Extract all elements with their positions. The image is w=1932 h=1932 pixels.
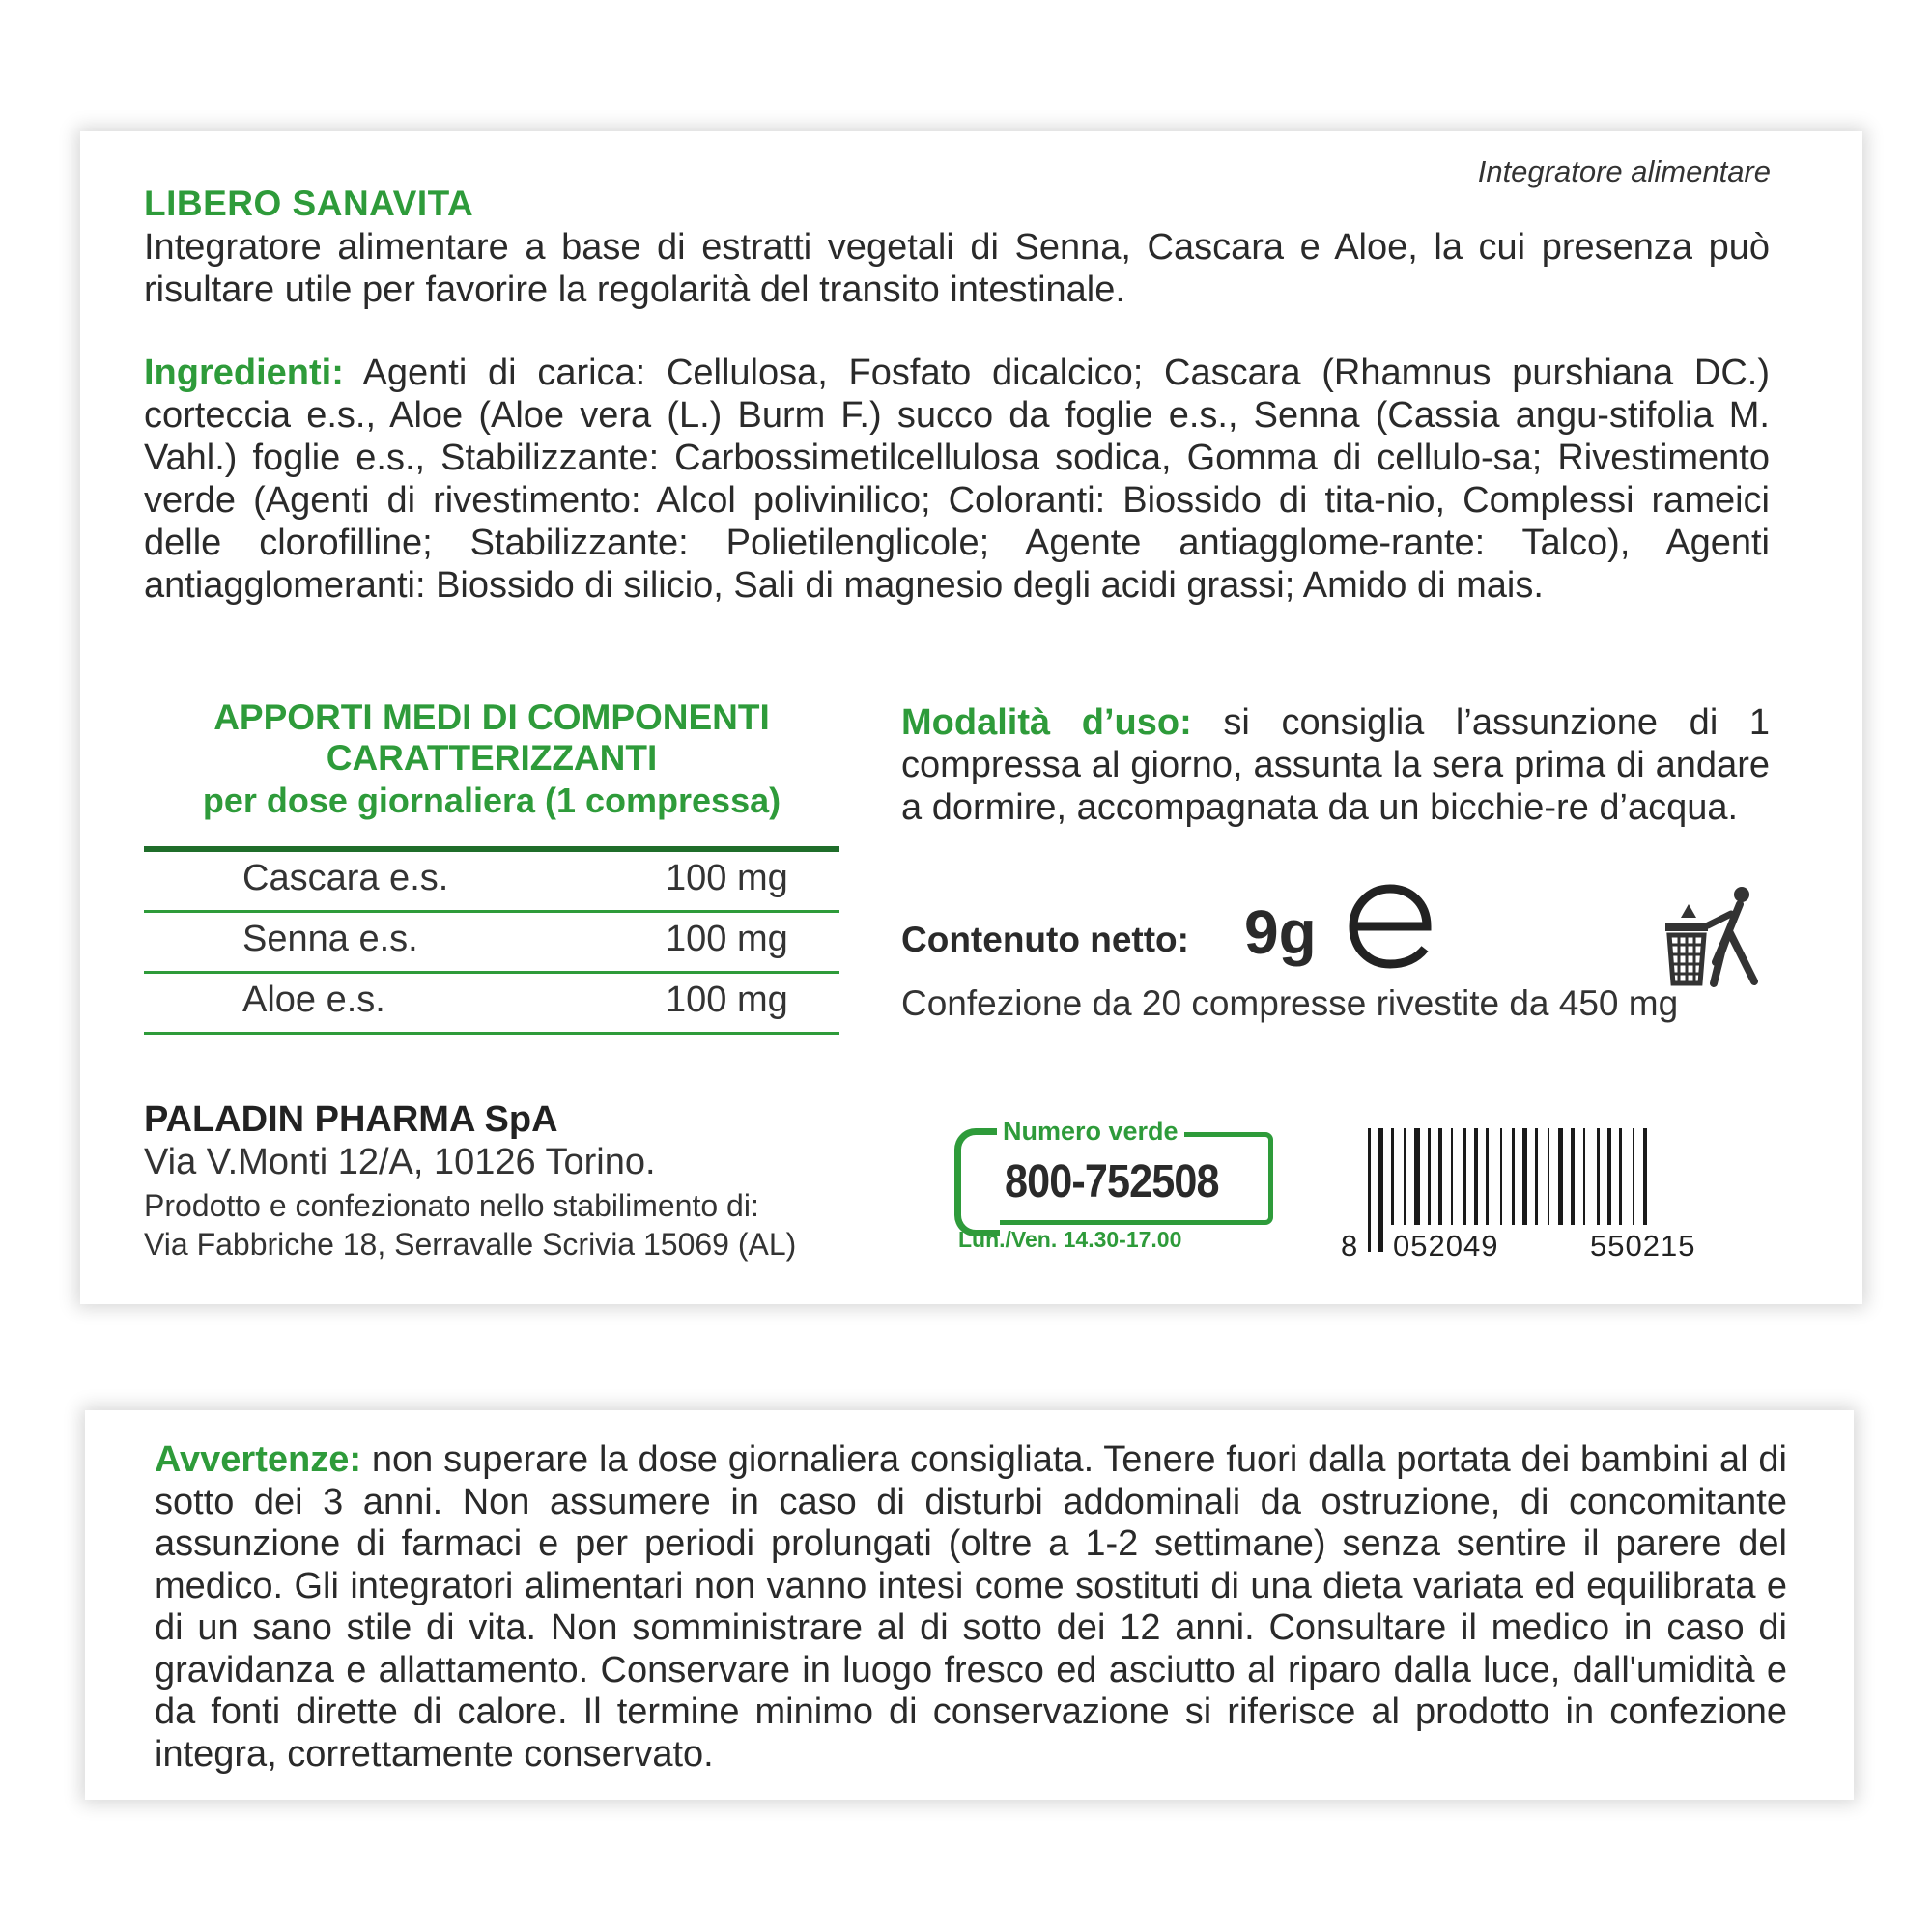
component-value: 100 mg xyxy=(666,919,788,959)
barcode-bar xyxy=(1391,1128,1394,1225)
component-value: 100 mg xyxy=(666,858,788,898)
toll-free-number: 800-752508 xyxy=(1005,1156,1219,1208)
barcode-bar xyxy=(1558,1128,1563,1225)
barcode-bar xyxy=(1522,1128,1527,1225)
production-site-address: Via Fabbriche 18, Serravalle Scrivia 15069 (AL) xyxy=(144,1227,797,1262)
barcode-bar xyxy=(1428,1128,1431,1225)
apporti-header xyxy=(144,697,839,823)
toll-free-badge xyxy=(954,1115,1273,1250)
warnings-label: Avvertenze: xyxy=(155,1439,362,1480)
apporti-title-line1: APPORTI MEDI DI COMPONENTI xyxy=(213,697,770,737)
barcode-bar xyxy=(1643,1128,1647,1225)
barcode-bar xyxy=(1486,1128,1489,1225)
toll-free-hours: Lun./Ven. 14.30-17.00 xyxy=(958,1227,1182,1252)
barcode-bar xyxy=(1571,1128,1575,1225)
recycle-bin-icon xyxy=(1660,885,1766,991)
barcode-bar xyxy=(1404,1128,1406,1225)
component-name: Senna e.s. xyxy=(242,919,418,959)
barcode-bar xyxy=(1583,1128,1585,1225)
barcode-bar xyxy=(1512,1128,1515,1225)
barcode-bar xyxy=(1378,1128,1383,1252)
modalita-label: Modalità d’uso: xyxy=(901,702,1192,743)
apporti-subtitle: per dose giornaliera (1 compressa) xyxy=(202,781,781,820)
component-name: Aloe e.s. xyxy=(242,980,385,1020)
barcode-bar xyxy=(1463,1128,1466,1225)
barcode-bar xyxy=(1414,1128,1420,1225)
apporti-title-line2: CARATTERIZZANTI xyxy=(326,738,658,778)
product-description: Integratore alimentare a base di estratti vegetali di Senna, Cascara e Aloe, la cui presenza può risultare utile per favorire la regolarità del transito intestinale. xyxy=(144,227,1770,310)
estimated-e-mark-icon xyxy=(1346,883,1435,970)
warnings-block xyxy=(155,1439,1787,1776)
product-name: LIBERO SANAVITA xyxy=(144,184,474,223)
barcode-bar xyxy=(1633,1128,1634,1225)
apporti-table xyxy=(144,846,839,1035)
toll-free-label: Numero verde xyxy=(997,1117,1184,1147)
contenuto-block xyxy=(901,883,1770,1023)
barcode-left-digits: 052049 xyxy=(1393,1229,1499,1263)
tagline: Integratore alimentare xyxy=(1477,155,1771,188)
barcode-bar xyxy=(1619,1128,1622,1225)
barcode-bar xyxy=(1474,1128,1478,1225)
barcode-bar xyxy=(1368,1128,1371,1252)
net-content-value: 9g xyxy=(1244,897,1317,967)
component-value: 100 mg xyxy=(666,980,788,1020)
table-row xyxy=(144,852,839,913)
phone-handset-icon xyxy=(954,1128,1000,1236)
barcode-bar xyxy=(1438,1128,1442,1225)
ingredients-label: Ingredienti: xyxy=(144,353,344,393)
ingredients-text: Agenti di carica: Cellulosa, Fosfato dicalcico; Cascara (Rhamnus purshiana DC.) corteccia e.s., Aloe (Aloe vera (L.) Burm F.) succo da foglie e.s., Senna (Cassia angu-stifolia M. Vahl.) foglie e.s., Stabilizzante: Carbossimetilcellulosa sodica, Gomma di cellulo-sa; Rivestimento verde (Agenti di rivestimento: Alcol polivinilico; Coloranti: Biossido di tita-nio, Complessi rameici delle clorofilline; Stabilizzante: Polietilenglicole; Agente antiagglome-rante: Talco), Agenti antiagglomeranti: Biossido di silicio, Sali di magnesio degli acidi grassi; Amido di mais. xyxy=(144,353,1770,606)
modalita-uso-block xyxy=(901,701,1770,829)
barcode-bar xyxy=(1607,1128,1611,1225)
barcode-bar xyxy=(1500,1128,1502,1225)
warnings-card xyxy=(85,1410,1854,1800)
barcode-lead-digit: 8 xyxy=(1341,1229,1358,1263)
company-name: PALADIN PHARMA SpA xyxy=(144,1099,558,1140)
barcode-bar xyxy=(1451,1128,1453,1225)
barcode-bar xyxy=(1535,1128,1538,1225)
label-card xyxy=(80,131,1862,1304)
ingredients-block xyxy=(144,352,1770,607)
warnings-text: non superare la dose giornaliera consigliata. Tenere fuori dalla portata dei bambini al di sotto dei 3 anni. Non assumere in caso di disturbi addominali da ostruzione, di concomitante assunzione di farmaci e per periodi prolungati (oltre a 1-2 settimane) senza sentire il parere del medico. Gli integratori alimentari non vanno intesi come sostituti di una dieta variata ed equilibrata e di un sano stile di vita. Non somministrare al di sotto dei 12 anni. Consultare il medico in caso di gravidanza e allattamento. Conservare in luogo fresco ed asciutto al riparo dalla luce, dall'umidità e da fonti dirette di calore. Il termine minimo di conservazione si riferisce al prodotto in confezione integra, correttamente conservato. xyxy=(155,1439,1788,1775)
company-address: Via V.Monti 12/A, 10126 Torino. xyxy=(144,1142,656,1182)
barcode-bar xyxy=(1548,1128,1549,1225)
production-site-label: Prodotto e confezionato nello stabilimento di: xyxy=(144,1188,759,1223)
barcode-bar xyxy=(1597,1128,1600,1225)
modalita-text: si consiglia l’assunzione di 1 compressa al giorno, assunta la sera prima di andare a dormire, accompagnata da un bicchie-re d’acqua. xyxy=(901,702,1771,828)
net-content-label: Contenuto netto: xyxy=(901,920,1189,959)
package-description: Confezione da 20 compresse rivestite da 450 mg xyxy=(901,983,1679,1023)
component-name: Cascara e.s. xyxy=(242,858,449,898)
barcode-right-digits: 550215 xyxy=(1590,1229,1696,1263)
table-row xyxy=(144,913,839,974)
barcode xyxy=(1341,1128,1776,1264)
table-row xyxy=(144,974,839,1035)
